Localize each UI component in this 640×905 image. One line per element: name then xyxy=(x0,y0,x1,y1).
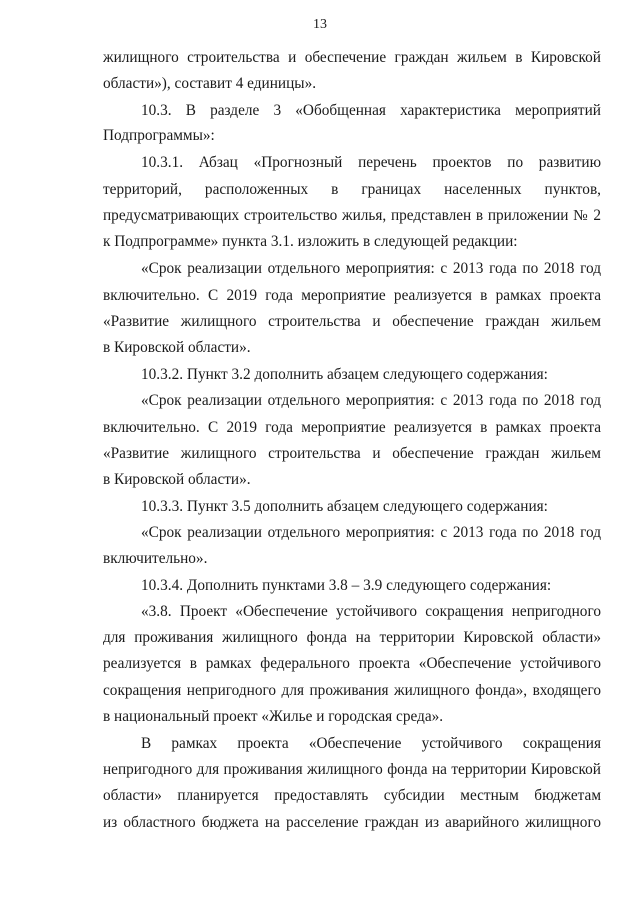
text-line: «Срок реализации отдельного мероприятия: с 2013 года по 2018 год xyxy=(141,392,601,409)
text-line: для проживания жилищного фонда на территории Кировской области» xyxy=(103,629,601,646)
page-number: 13 xyxy=(313,17,327,32)
text-line: 10.3. В разделе 3 «Обобщенная характеристика мероприятий xyxy=(141,102,601,119)
text-line: «Срок реализации отдельного мероприятия: с 2013 года по 2018 год xyxy=(141,260,601,277)
text-line: непригодного для проживания жилищного фонда на территории Кировской xyxy=(103,761,601,778)
text-line: в национальный проект «Жилье и городская среда». xyxy=(103,708,444,725)
text-line: «Развитие жилищного строительства и обеспечение граждан жильем xyxy=(103,445,601,462)
text-line: Подпрограммы»: xyxy=(103,127,215,144)
text-line: «Срок реализации отдельного мероприятия: с 2013 года по 2018 год xyxy=(141,524,601,541)
text-line: 10.3.2. Пункт 3.2 дополнить абзацем следующего содержания: xyxy=(141,366,548,383)
text-line: «Развитие жилищного строительства и обеспечение граждан жильем xyxy=(103,313,601,330)
text-line: включительно. С 2019 года мероприятие реализуется в рамках проекта xyxy=(103,287,601,304)
text-line: жилищного строительства и обеспечение граждан жильем в Кировской xyxy=(103,49,601,66)
text-line: области» планируется предоставлять субсидии местным бюджетам xyxy=(103,787,601,804)
text-line: «3.8. Проект «Обеспечение устойчивого сокращения непригодного xyxy=(141,603,601,620)
text-line: включительно». xyxy=(103,550,208,567)
text-line: в Кировской области». xyxy=(103,471,251,488)
text-line: предусматривающих строительство жилья, представлен в приложении № 2 xyxy=(103,207,601,224)
text-line: включительно. С 2019 года мероприятие реализуется в рамках проекта xyxy=(103,419,601,436)
text-line: территорий, расположенных в границах населенных пунктов, xyxy=(103,181,601,198)
text-line: 10.3.3. Пункт 3.5 дополнить абзацем следующего содержания: xyxy=(141,498,548,515)
text-line: В рамках проекта «Обеспечение устойчивого сокращения xyxy=(141,735,601,752)
text-line: к Подпрограмме» пункта 3.1. изложить в следующей редакции: xyxy=(103,233,518,250)
text-line: сокращения непригодного для проживания жилищного фонда», входящего xyxy=(103,682,601,699)
text-line: в Кировской области». xyxy=(103,339,251,356)
text-line: 10.3.1. Абзац «Прогнозный перечень проектов по развитию xyxy=(141,154,601,171)
text-line: из областного бюджета на расселение граждан из аварийного жилищного xyxy=(103,814,601,831)
text-line: 10.3.4. Дополнить пунктами 3.8 – 3.9 следующего содержания: xyxy=(141,577,552,594)
text-line: области»), составит 4 единицы». xyxy=(103,75,317,92)
text-line: реализуется в рамках федерального проекта «Обеспечение устойчивого xyxy=(103,655,601,672)
